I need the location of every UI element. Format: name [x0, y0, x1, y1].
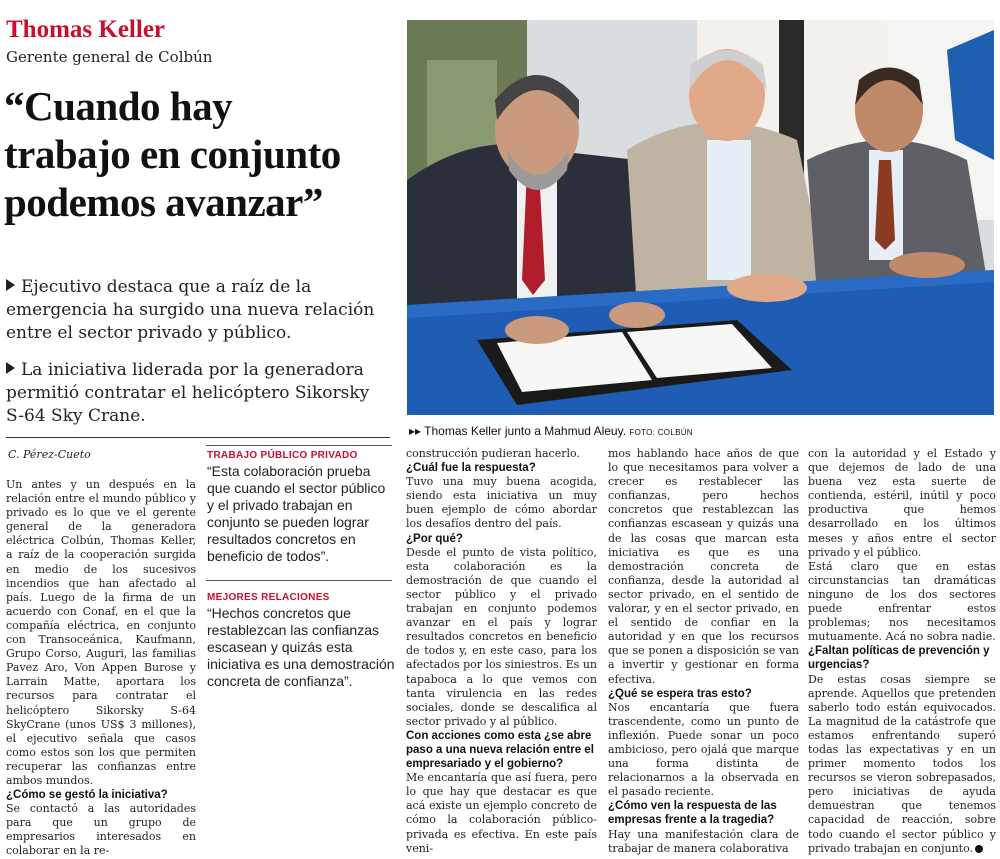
interview-question: ¿Cómo ven la respuesta de las empresas frente a la tragedia?	[608, 800, 777, 827]
article-column-5	[808, 447, 996, 856]
article-paragraph: Se contactó a las autoridades para que un grupo de empresarios interesados en colaborar en la re-	[6, 802, 196, 858]
sidebar-kicker-2: MEJORES RELACIONES	[207, 592, 330, 603]
section-divider	[6, 437, 390, 438]
article-paragraph: Tuvo una muy buena acogida, siendo esta iniciativa un muy buen ejemplo de cómo abordar los desafíos dentro del país.	[406, 475, 597, 531]
photo-illustration	[407, 20, 994, 415]
article-paragraph: con la autoridad y el Estado y que dejemos de lado de una buena vez esta suerte de contienda, estéril, inútil y poco productiva que hemos desarrollado en los últimos meses y años entre el sector privado y el público.	[808, 447, 996, 559]
article-paragraph: Hay una manifestación clara de trabajar de manera colaborativa	[608, 827, 799, 855]
article-paragraph: mos hablando hace años de que lo que necesitamos para volver a crecer es restablecer las confianzas, pero hechos concretos que restablezcan las confianzas escasean y quizás una de las cosas que marcan esta iniciativa es que es una demostración concreta de confianza, desde la autoridad al sector privado, en el sentido de valorar, y en el sector privado, en el sentido de confiar en la autoridad y en que los recursos que se ponen a disposición se van a invertir y gestionar en forma efectiva.	[608, 447, 799, 686]
article-paragraph: Nos encantaría que fuera trascendente, como un punto de inflexión. Puede sonar un poco ambicioso, pero ojalá que marque una forma distinta de relacionarnos a la observada en el pasado reciente.	[608, 700, 799, 799]
news-photo	[407, 20, 994, 415]
headline-line-1: “Cuando hay	[4, 83, 233, 129]
headline-line-3: podemos avanzar”	[4, 179, 323, 225]
sidebar-kicker-1: TRABAJO PÚBLICO PRIVADO	[207, 450, 358, 461]
article-column-1	[6, 478, 196, 859]
headline	[4, 82, 399, 226]
article-paragraph: De estas cosas siempre se aprende. Aquellos que pretenden saberlo todo están equivocados. La magnitud de la catástrofe que estamos enfrentando superó todas las expectativas y en un primer momento todos los recursos se vieron sobrepasados, pero iniciativas de ayuda demuestran que tenemos capacidad de reacción, sobre todo cuando el sector público y privado trabajan en conjunto.	[808, 672, 996, 855]
interview-question: Con acciones como esta ¿se abre paso a una nueva relación entre el empresariado y el gobierno?	[406, 729, 594, 771]
person-name: Thomas Keller	[6, 16, 166, 43]
article-paragraph: Un antes y un después en la relación entre el mundo público y privado es lo que ve el gerente general de la generadora eléctrica Colbún, Thomas Keller, a raíz de la cooperación surgida en medio de los sucesivos incendios que han afectado al país. Luego de la firma de un acuerdo con Conaf, en el que la compañía eléctrica, en conjunto con Transoceánica, Kaufmann, Grupo Corso, Auguri, las familias Pavez Aro, Von Appen Burose y Larrain Matte, aportara los recursos para contratar el helicóptero Sikorsky S-64 SkyCrane (unos US$ 3 millones), el ejecutivo señala que casos como estos son los que permiten recuperar las confianzas entre ambos mundos.	[6, 478, 196, 787]
article-paragraph: Me encantaría que así fuera, pero lo que hay que destacar es que acá existe un ejemplo concreto de cómo la colaboración público-privada es efectiva. En este país veni-	[406, 771, 597, 855]
photo-caption	[409, 423, 693, 441]
pull-quote-2: “Hechos concretos que restablezcan las confianzas escasean y quizás esta iniciativa es una demostración concreta de confianza”.	[207, 605, 395, 689]
sidebar-rule-middle	[206, 580, 392, 581]
photo-credit: FOTO: COLBÚN	[629, 428, 693, 437]
caption-arrows: ▸▸	[409, 424, 422, 438]
headline-line-2: trabajo en conjunto	[4, 131, 341, 177]
interview-question: ¿Qué se espera tras esto?	[608, 687, 752, 700]
byline: C. Pérez-Cueto	[8, 448, 91, 461]
summary-bullet-2: La iniciativa liderada por la generadora permitió contratar el helicóptero Sikorsky S-64 Sky Crane.	[6, 360, 370, 426]
summary-bullet-1: Ejecutivo destaca que a raíz de la emergencia ha surgido una nueva relación entre el sector privado y público.	[6, 277, 375, 343]
pull-quote-1: “Esta colaboración prueba que cuando el sector público y el privado trabajan en conjunto se pueden lograr resultados concretos en beneficio de todos”.	[207, 463, 386, 564]
caption-text: Thomas Keller junto a Mahmud Aleuy.	[424, 424, 627, 438]
interview-question: ¿Cuál fue la respuesta?	[406, 462, 536, 475]
article-paragraph: Desde el punto de vista político, esta colaboración es la demostración de que cuando el sector público y el privado trabajan en conjunto podemos avanzar en el país y lograr resultados concretos en beneficio de todos y, en este caso, para los afectados por los siniestros. Es un tapaboca a lo que vemos con tanta virulencia en las redes sociales, donde se descalifica al sector privado y al público.	[406, 545, 597, 728]
triangle-bullet-icon	[6, 362, 15, 374]
article-column-3	[406, 447, 597, 856]
interview-question: ¿Faltan políticas de prevención y urgencias?	[808, 645, 990, 672]
article-column-4	[608, 447, 799, 856]
article-paragraph: construcción pudieran hacerlo.	[406, 447, 580, 460]
sidebar-rule-top	[206, 445, 392, 446]
triangle-bullet-icon	[6, 279, 15, 291]
person-role: Gerente general de Colbún	[6, 48, 213, 66]
interview-question: ¿Cómo se gestó la iniciativa?	[6, 789, 168, 802]
article-paragraph: Está claro que en estas circunstancias tan dramáticas ninguno de los dos sectores puede enfrentar estos problemas; nos necesitamos mutuamente. Acá no sobra nadie.	[808, 559, 996, 644]
interview-question: ¿Por qué?	[406, 532, 463, 545]
